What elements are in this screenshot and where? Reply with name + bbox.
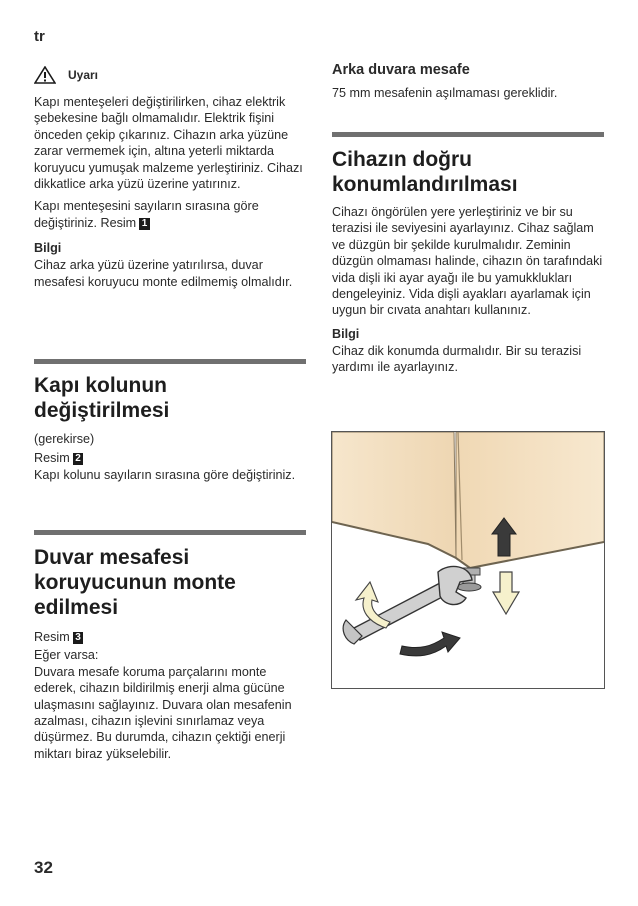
handle-section xyxy=(34,373,306,483)
rotate-arrow-light-icon xyxy=(356,582,390,628)
spacer-section xyxy=(34,545,306,762)
position-info-text: Cihaz dik konumda durmalıdır. Bir su terazisi yardımı ile ayarlayınız. xyxy=(332,343,582,375)
figure-3-badge: 3 xyxy=(73,632,84,644)
info-text: Cihaz arka yüzü üzerine yatırılırsa, duvar mesafesi koruyucu monte edilmemiş olmalıdır. xyxy=(34,258,293,289)
leveling-diagram xyxy=(332,432,604,688)
wall-distance-title: Arka duvara mesafe xyxy=(332,62,470,78)
position-info-label: Bilgi xyxy=(332,326,360,341)
figure-2-badge: 2 xyxy=(73,453,84,465)
warning-triangle-icon xyxy=(34,66,56,84)
spacer-text: Duvara mesafe koruma parçalarını monte ederek, cihazın bildirilmiş enerji alma gücüne ulaşmasını sağlayınız. Duvara olan mesafenin azalması, cihazın işlevini sınırlamaz veya düşürmez. Bu durumda, cihazın çektiği enerji miktarı biraz yükselebilir. xyxy=(34,664,292,761)
section-divider xyxy=(34,359,306,364)
section-divider xyxy=(34,530,306,535)
page-number: 32 xyxy=(34,858,53,877)
warning-heading xyxy=(34,66,306,84)
spacer-image-ref xyxy=(34,629,306,645)
handle-text: Kapı kolunu sayıların sırasına göre değiştiriniz. xyxy=(34,467,296,482)
left-column xyxy=(34,66,306,290)
wall-distance-text: 75 mm mesafenin aşılmaması gereklidir. xyxy=(332,86,558,100)
image-ref-label: Resim xyxy=(34,630,70,644)
language-code: tr xyxy=(34,28,45,45)
spacer-intro: Eğer varsa: xyxy=(34,648,99,663)
warning-label: Uyarı xyxy=(68,68,99,82)
handle-title: Kapı kolunun değiştirilmesi xyxy=(34,374,170,422)
spacer-title: Duvar mesafesi koruyucunun monte edilmesi xyxy=(34,546,236,619)
handle-optional: (gerekirse) xyxy=(34,432,95,446)
right-column xyxy=(332,62,604,101)
cabinet-side xyxy=(332,432,456,558)
figure-1-badge: 1 xyxy=(139,218,150,230)
cabinet-front xyxy=(456,432,604,568)
hinge-text: Kapı menteşesini sayıların sırasına göre değiştiriniz. Resim xyxy=(34,199,259,230)
handle-image-ref xyxy=(34,450,306,466)
position-text: Cihazı öngörülen yere yerleştiriniz ve bir su terazisi ile seviyesini ayarlayınız. Cihaz sağlam ve düzgün bir şekilde kurulmalıdır. Zeminin düzgün olmaması halinde, cihazın ön tarafındaki vida dişli iki ayar ayağı ile bu yamukklukları dengeleyiniz. Vida dişli ayakları ayarlamak için uygun bir cıvata anahtarı kullanınız. xyxy=(332,205,603,318)
warning-text: Kapı menteşeleri değiştirilirken, cihaz elektrik şebekesine bağlı olmamalıdır. Elektrik fişini önceden çekip çıkarınız. Cihazın arka yüzüne zarar vermemek için, altına yeterli miktarda koruyucu yumuşak malzeme yerleştiriniz. Cihazı dikkatlice arka yüzü üzerine yatırınız. xyxy=(34,95,303,192)
hinge-instruction xyxy=(34,198,306,231)
position-title: Cihazın doğru konumlandırılması xyxy=(332,148,518,196)
image-ref-label: Resim xyxy=(34,451,70,466)
arrow-down-icon xyxy=(493,572,519,614)
section-divider xyxy=(332,132,604,137)
rotate-arrow-dark-icon xyxy=(400,632,460,656)
leveling-illustration xyxy=(331,431,605,689)
info-label: Bilgi xyxy=(34,241,62,256)
position-section xyxy=(332,147,604,376)
